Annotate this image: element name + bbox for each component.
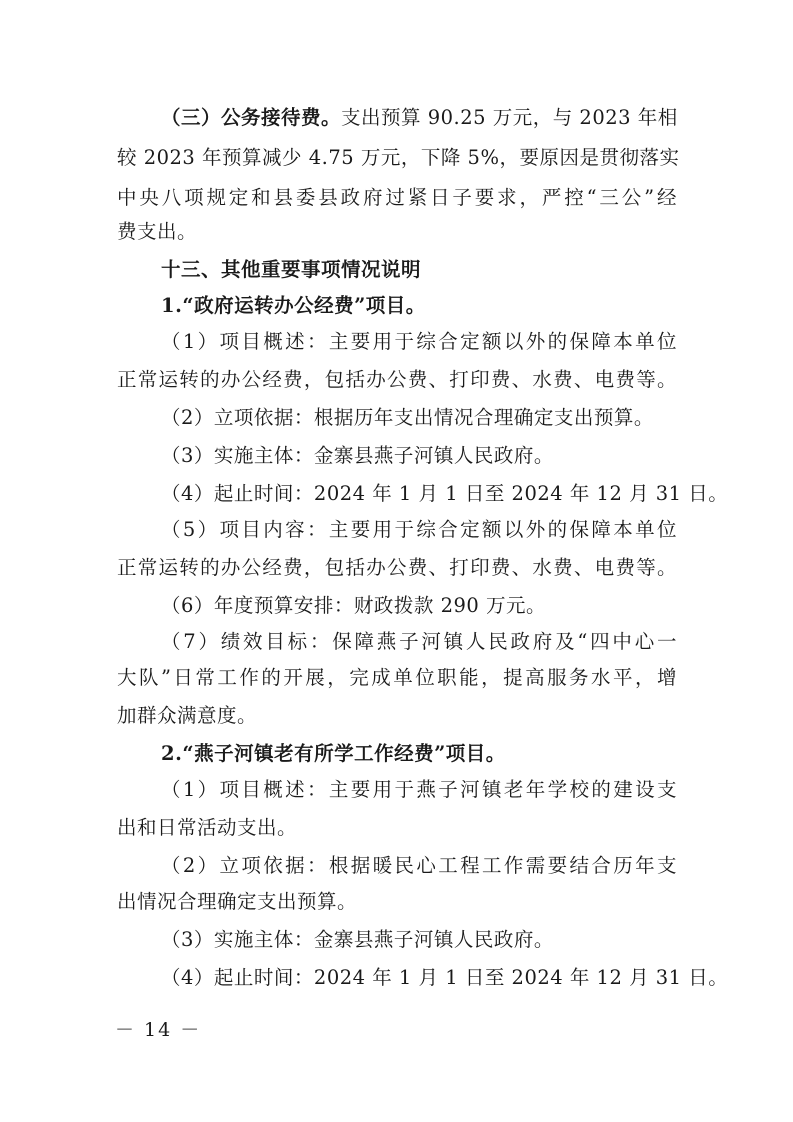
paragraph-line: 费支出。: [117, 220, 198, 243]
project-title: 2.“燕子河镇老有所学工作经费”项目。: [161, 742, 506, 765]
project-item: （4）起止时间：2024 年 1 月 1 日至 2024 年 12 月 31 日。: [161, 966, 729, 989]
project-item-line: 出和日常活动支出。: [117, 816, 298, 839]
project-item-line: （5）项目内容：主要用于综合定额以外的保障本单位: [161, 518, 677, 541]
project-item-line: 出情况合理确定支出预算。: [117, 890, 358, 913]
page-number: － 14 －: [115, 1019, 202, 1041]
paragraph-text: 支出预算 90.25 万元，与 2023 年相: [341, 106, 678, 129]
paragraph-line: 中央八项规定和县委县政府过紧日子要求，严控“三公”经: [117, 186, 677, 209]
project-item: （4）起止时间：2024 年 1 月 1 日至 2024 年 12 月 31 日。: [161, 482, 729, 505]
paragraph-line: [161, 101, 677, 135]
project-title: 1.“政府运转办公经费”项目。: [161, 294, 426, 317]
project-item-line: 加群众满意度。: [117, 704, 258, 727]
project-item-line: （7）绩效目标：保障燕子河镇人民政府及“四中心一: [161, 630, 677, 653]
project-item-line: 正常运转的办公经费，包括办公费、打印费、水费、电费等。: [117, 368, 677, 391]
project-item-line: 大队”日常工作的开展，完成单位职能，提高服务水平，增: [117, 666, 677, 689]
paragraph-line: 较 2023 年预算减少 4.75 万元，下降 5%，要原因是贯彻落实: [117, 146, 680, 169]
project-item: （6）年度预算安排：财政拨款 290 万元。: [161, 594, 547, 617]
project-item: （3）实施主体：金寨县燕子河镇人民政府。: [161, 444, 554, 467]
project-item-line: （2）立项依据：根据暖民心工程工作需要结合历年支: [161, 854, 677, 877]
section-title: 十三、其他重要事项情况说明: [161, 258, 422, 281]
paragraph-lead: （三）公务接待费。: [161, 106, 342, 129]
project-item-line: （1）项目概述：主要用于综合定额以外的保障本单位: [161, 330, 677, 353]
project-item-line: （1）项目概述：主要用于燕子河镇老年学校的建设支: [161, 778, 677, 801]
project-item: （3）实施主体：金寨县燕子河镇人民政府。: [161, 928, 554, 951]
project-item: （2）立项依据：根据历年支出情况合理确定支出预算。: [161, 406, 654, 429]
project-item-line: 正常运转的办公经费，包括办公费、打印费、水费、电费等。: [117, 556, 677, 579]
